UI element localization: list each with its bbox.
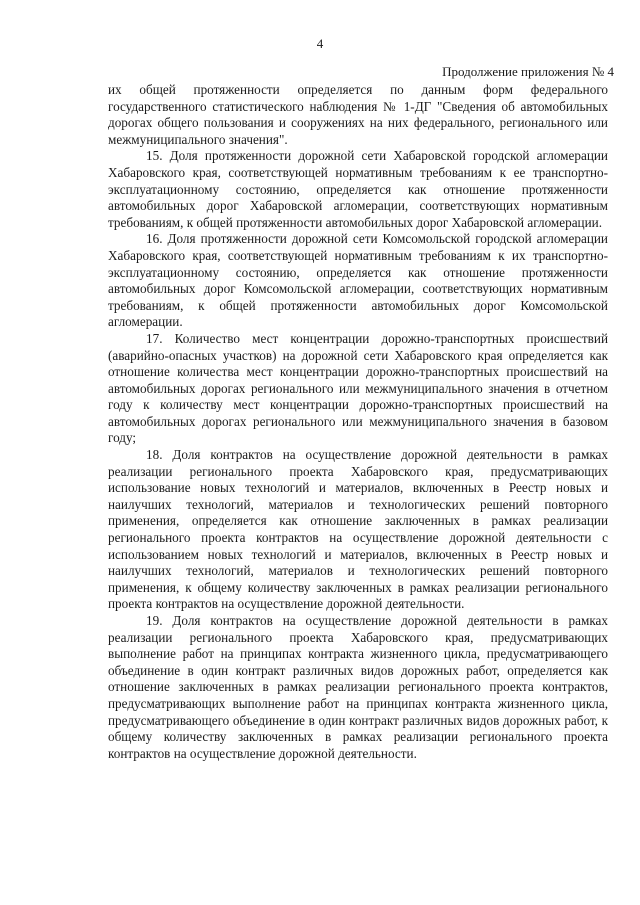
paragraph-item-19: 19. Доля контрактов на осуществление дорожной деятельности в рамках реализации регионального проекта Хабаровского края, предусматривающих выполнение работ на принципах контракта жизненного цикла, предусматривающего объединение в один контракт различных видов дорожных работ, определяется как отношение заключенных в рамках реализации регионального проекта контрактов, предусматривающих выполнение работ на принципах контракта жизненного цикла, предусматривающего объединение в один контракт различных видов дорожных работ, к общему количеству заключенных в рамках реализации регионального проекта контрактов на осуществление дорожной деятельности. xyxy=(108,613,608,761)
page-number: 4 xyxy=(316,36,324,51)
paragraph-item-15: 15. Доля протяженности дорожной сети Хабаровской городской агломерации Хабаровского края, соответствующей нормативным требованиям к ее транспортно-эксплуатационному состоянию, определяется как отношение протяженности автомобильных дорог Хабаровской агломерации, соответствующих нормативным требованиям, к общей протяженности автомобильных дорог Хабаровской агломерации. xyxy=(108,148,608,230)
paragraph-continuation: их общей протяженности определяется по данным форм федерального государственного статистического наблюдения № 1-ДГ "Сведения об автомобильных дорогах общего пользования и сооружениях на них федерального, регионального или межмуниципального значения". xyxy=(108,82,608,147)
paragraph-item-18: 18. Доля контрактов на осуществление дорожной деятельности в рамках реализации регионального проекта Хабаровского края, предусматривающих использование новых технологий и материалов, включенных в Реестр новых и наилучших технологий, материалов и технологических решений повторного применения, определяется как отношение заключенных в рамках реализации регионального проекта контрактов на осуществление дорожной деятельности с использованием новых технологий и материалов, включенных в Реестр новых и наилучших технологий, материалов и технологических решений повторного применения, к общему количеству заключенных в рамках реализации регионального проекта контрактов на осуществление дорожной деятельности. xyxy=(108,447,608,612)
paragraph-item-17: 17. Количество мест концентрации дорожно-транспортных происшествий (аварийно-опасных участков) на дорожной сети Хабаровского края определяется как отношение количества мест концентрации дорожно-транспортных происшествий на автомобильных дорогах регионального или межмуниципального значения в отчетном году к количеству мест концентрации дорожно-транспортных происшествий на автомобильных дорогах регионального или межмуниципального значения в базовом году; xyxy=(108,330,608,446)
appendix-note: Продолжение приложения № 4 xyxy=(442,64,614,79)
paragraph-item-16: 16. Доля протяженности дорожной сети Комсомольской городской агломерации Хабаровского края, соответствующей нормативным требованиям к их транспортно-эксплуатационному состоянию, определяется как отношение протяженности автомобильных дорог Комсомольской агломерации, соответствующих нормативным требованиям, к общей протяженности автомобильных дорог Комсомольской агломерации. xyxy=(108,231,608,330)
document-body xyxy=(108,82,608,762)
